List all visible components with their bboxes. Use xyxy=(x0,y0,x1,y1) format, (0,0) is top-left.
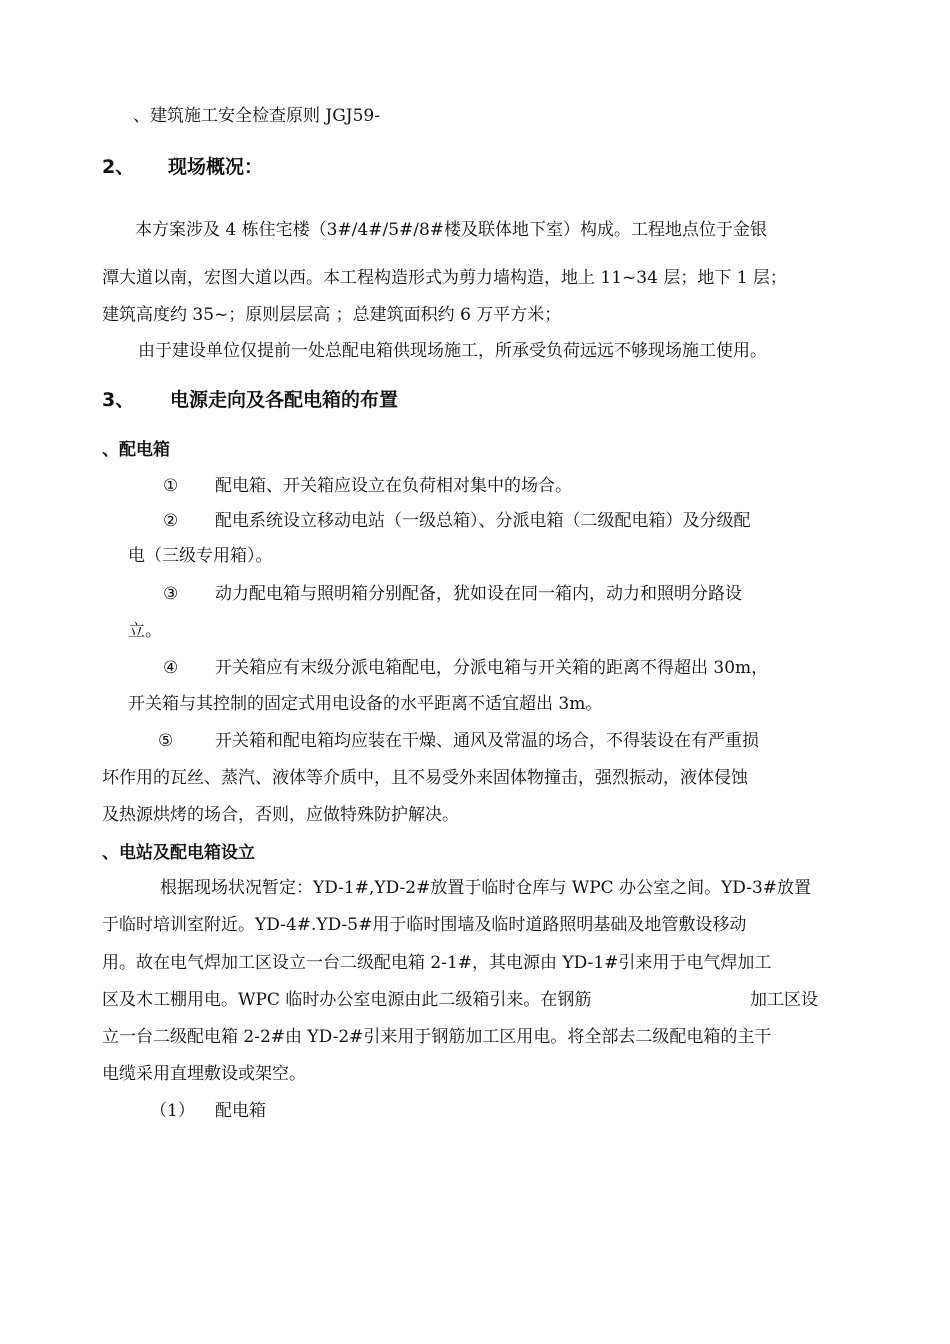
subsection-heading: 、配电箱 xyxy=(102,440,170,460)
standard-reference: 、建筑施工安全检查原则 JGJ59- xyxy=(133,106,380,126)
list-item-text: 及热源烘烤的场合，否则，应做特殊防护解决。 xyxy=(102,805,459,825)
subsection-heading: 、电站及配电箱设立 xyxy=(102,843,255,863)
list-item-text: 开关箱和配电箱均应装在干燥、通风及常温的场合，不得装设在有严重损 xyxy=(215,731,759,751)
paragraph-line: 潭大道以南，宏图大道以西。本工程构造形式为剪力墙构造，地上 11~34 层；地下 1 层； xyxy=(102,268,787,288)
list-item-text: 电（三级专用箱）。 xyxy=(128,546,273,566)
paragraph-line: 建筑高度约 35~；原则层层高 ；总建筑面积约 6 万平方米； xyxy=(102,305,562,325)
paragraph-line: 根据现场状况暂定：YD-1#,YD-2#放置于临时仓库与 WPC 办公室之间。YD-3#放置 xyxy=(160,878,812,898)
section-number: 2、 xyxy=(102,156,135,178)
list-marker: （1） xyxy=(150,1101,195,1121)
list-item-text: 坏作用的瓦丝、蒸汽、液体等介质中，且不易受外来固体物撞击，强烈振动，液体侵蚀 xyxy=(102,768,748,788)
paragraph-line: 区及木工棚用电。WPC 临时办公室电源由此二级箱引来。在钢筋 xyxy=(102,990,592,1010)
list-item-text: 开关箱应有末级分派电箱配电，分派电箱与开关箱的距离不得超出 30m， xyxy=(215,658,769,678)
list-item-text: 动力配电箱与照明箱分别配备，犹如设在同一箱内，动力和照明分路设 xyxy=(215,584,742,604)
list-item-text: 开关箱与其控制的固定式用电设备的水平距离不适宜超出 3m。 xyxy=(128,694,603,714)
list-marker: ① xyxy=(163,476,179,496)
section-number: 3、 xyxy=(102,389,135,411)
paragraph-line: 电缆采用直埋敷设或架空。 xyxy=(102,1064,306,1084)
paragraph-line: 用。故在电气焊加工区设立一台二级配电箱 2-1#，其电源由 YD-1#引来用于电气焊加工 xyxy=(102,953,772,973)
list-marker: ⑤ xyxy=(158,731,174,751)
list-item-text: 配电箱 xyxy=(215,1101,266,1121)
paragraph-line: 本方案涉及 4 栋住宅楼（3#/4#/5#/8#楼及联体地下室）构成。工程地点位于金银 xyxy=(135,220,768,240)
list-item-text: 立。 xyxy=(128,621,162,641)
paragraph-line: 立一台二级配电箱 2-2#由 YD-2#引来用于钢筋加工区用电。将全部去二级配电箱的主干 xyxy=(102,1027,772,1047)
paragraph-line: 于临时培训室附近。YD-4#.YD-5#用于临时围墙及临时道路照明基础及地管敷设移动 xyxy=(102,915,747,935)
list-marker: ④ xyxy=(163,658,179,678)
paragraph-line: 加工区设 xyxy=(750,990,818,1010)
list-marker: ③ xyxy=(163,584,179,604)
list-marker: ② xyxy=(163,511,179,531)
list-item-text: 配电箱、开关箱应设立在负荷相对集中的场合。 xyxy=(215,476,572,496)
section-title: 现场概况： xyxy=(168,156,264,178)
section-title: 电源走向及各配电箱的布置 xyxy=(170,389,399,411)
list-item-text: 配电系统设立移动电站（一级总箱）、分派电箱（二级配电箱）及分级配 xyxy=(215,511,751,531)
paragraph-line: 由于建设单位仅提前一处总配电箱供现场施工，所承受负荷远远不够现场施工使用。 xyxy=(138,341,767,361)
